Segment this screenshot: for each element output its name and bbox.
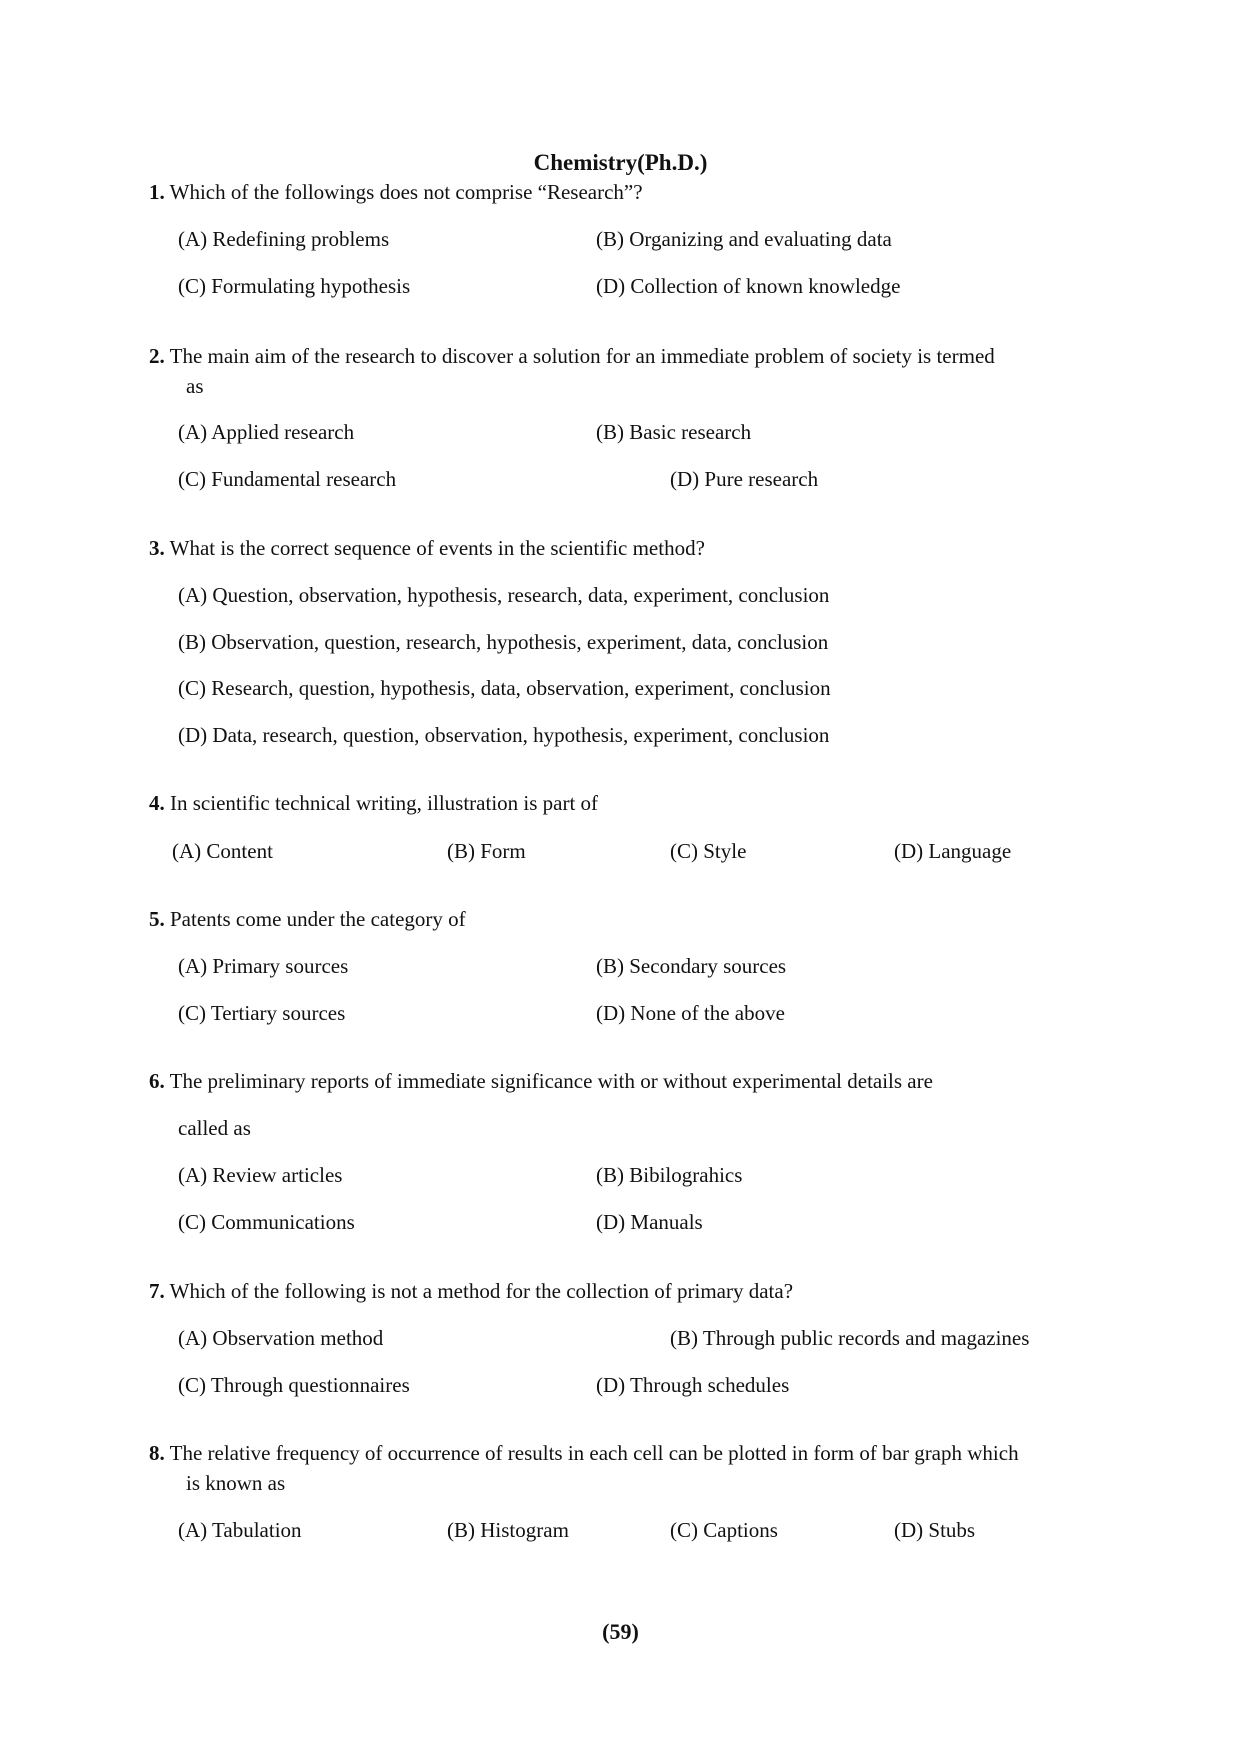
page-title: Chemistry(Ph.D.) (533, 150, 708, 175)
question-number: 3. (149, 536, 165, 560)
option-c: (C) Tertiary sources (178, 1001, 346, 1025)
question-number: 6. (149, 1069, 165, 1093)
option-b: (B) Histogram (447, 1518, 569, 1542)
question-text: In scientific technical writing, illustration is part of (170, 791, 599, 815)
option-c: (C) Research, question, hypothesis, data, observation, experiment, conclusion (178, 676, 831, 700)
question-number: 8. (149, 1441, 165, 1465)
question-number: 4. (149, 791, 165, 815)
page-number: (59) (602, 1619, 639, 1644)
option-c: (C) Formulating hypothesis (178, 274, 411, 298)
option-c: (C) Communications (178, 1210, 355, 1234)
option-d: (D) Language (894, 839, 1012, 863)
option-a: (A) Redefining problems (178, 227, 390, 251)
option-a: (A) Primary sources (178, 954, 349, 978)
question-text: Which of the following is not a method for the collection of primary data? (169, 1279, 794, 1303)
option-d: (D) None of the above (596, 1001, 785, 1025)
question-number: 2. (149, 344, 165, 368)
option-d: (D) Data, research, question, observation, hypothesis, experiment, conclusion (178, 723, 830, 747)
question-number: 5. (149, 907, 165, 931)
question-text: Which of the followings does not comprise “Research”? (169, 180, 643, 204)
option-c: (C) Style (670, 839, 747, 863)
option-a: (A) Review articles (178, 1163, 343, 1187)
option-d: (D) Stubs (894, 1518, 976, 1542)
option-c: (C) Through questionnaires (178, 1373, 410, 1397)
option-b: (B) Form (447, 839, 526, 863)
option-a: (A) Applied research (178, 420, 355, 444)
option-d: (D) Pure research (670, 467, 819, 491)
option-d: (D) Manuals (596, 1210, 703, 1234)
option-b: (B) Organizing and evaluating data (596, 227, 892, 251)
option-b: (B) Bibilograhics (596, 1163, 743, 1187)
option-a: (A) Tabulation (178, 1518, 302, 1542)
option-d: (D) Collection of known knowledge (596, 274, 901, 298)
question-text: The relative frequency of occurrence of results in each cell can be plotted in form of bar graph which (169, 1441, 1019, 1465)
question-number: 1. (149, 180, 165, 204)
question-text: The main aim of the research to discover a solution for an immediate problem of society is termed (169, 344, 995, 368)
question-number: 7. (149, 1279, 165, 1303)
option-c: (C) Fundamental research (178, 467, 397, 491)
option-b: (B) Secondary sources (596, 954, 787, 978)
option-c: (C) Captions (670, 1518, 778, 1542)
option-a: (A) Question, observation, hypothesis, research, data, experiment, conclusion (178, 583, 830, 607)
question-text: What is the correct sequence of events in the scientific method? (169, 536, 705, 560)
option-b: (B) Basic research (596, 420, 752, 444)
option-a: (A) Observation method (178, 1326, 384, 1350)
question-text: The preliminary reports of immediate significance with or without experimental details are (169, 1069, 933, 1093)
option-b: (B) Through public records and magazines (670, 1326, 1030, 1350)
question-text-continued: as (186, 374, 204, 398)
option-b: (B) Observation, question, research, hypothesis, experiment, data, conclusion (178, 630, 829, 654)
question-text-continued: is known as (186, 1471, 286, 1495)
question-text-continued: called as (178, 1116, 251, 1140)
option-d: (D) Through schedules (596, 1373, 790, 1397)
question-text: Patents come under the category of (170, 907, 466, 931)
option-a: (A) Content (172, 839, 273, 863)
